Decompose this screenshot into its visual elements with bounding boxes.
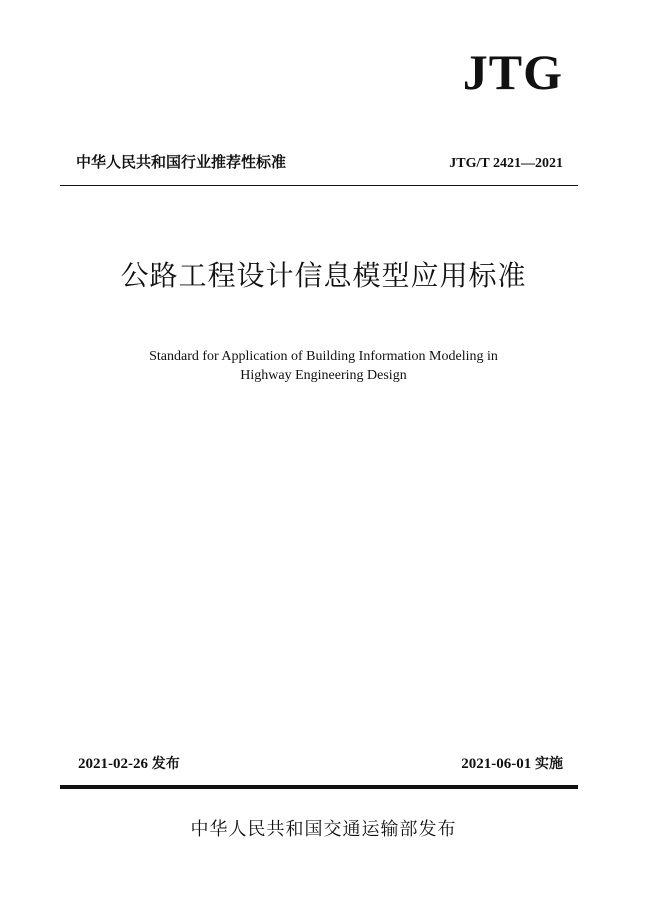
standard-category: 中华人民共和国行业推荐性标准	[76, 153, 287, 171]
title-english-line-1: Standard for Application of Building Information Modeling in	[149, 349, 498, 364]
standard-code: JTG/T 2421—2021	[449, 156, 563, 171]
effective-date-block	[461, 754, 563, 774]
issue-date: 2021-02-26	[78, 756, 148, 772]
footer-divider	[60, 785, 578, 789]
issue-date-block	[78, 754, 180, 774]
title-english	[0, 347, 647, 385]
effective-date: 2021-06-01	[461, 756, 532, 772]
header-divider	[60, 185, 578, 186]
title-english-line-2: Highway Engineering Design	[240, 368, 407, 383]
effective-label: 实施	[535, 756, 563, 772]
title-chinese: 公路工程设计信息模型应用标准	[120, 259, 527, 292]
issue-label: 发布	[151, 756, 180, 772]
jtg-logo: JTG	[462, 44, 563, 100]
publisher-name: 中华人民共和国交通运输部发布	[190, 819, 457, 840]
